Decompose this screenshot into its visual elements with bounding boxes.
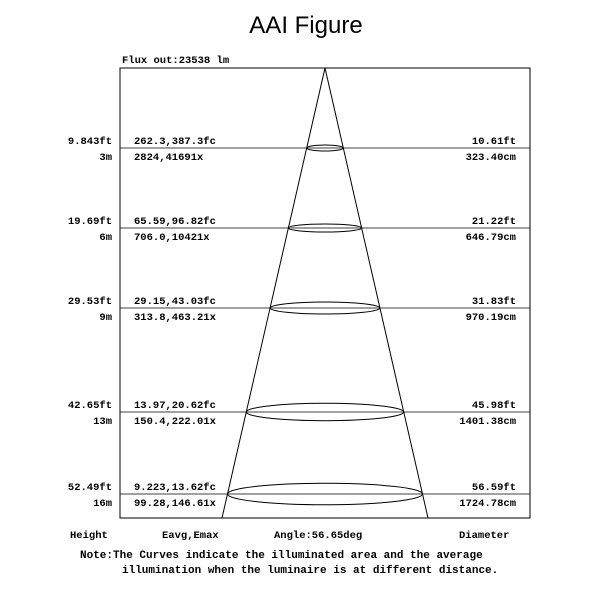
diameter-cm-label: 323.40cm — [465, 152, 516, 164]
diameter-ft-label: 56.59ft — [471, 482, 516, 494]
cone-left-edge — [222, 68, 325, 518]
illuminance-lx-label: 99.28,146.61x — [134, 498, 216, 510]
note-line-1: Note:The Curves indicate the illuminated area and the average — [80, 550, 483, 562]
illuminance-lx-label: 150.4,222.01x — [134, 416, 216, 428]
illuminance-lx-label: 706.0,10421x — [134, 232, 210, 244]
height-m-label: 13m — [93, 416, 112, 428]
height-m-label: 3m — [99, 152, 112, 164]
eavg-column-label: Eavg,Emax — [162, 530, 219, 542]
note-line-2: illumination when the luminaire is at different distance. — [122, 565, 499, 577]
illuminance-fc-label: 65.59,96.82fc — [134, 216, 216, 228]
height-ft-label: 42.65ft — [67, 400, 112, 412]
row-labels — [68, 136, 516, 510]
diameter-cm-label: 970.19cm — [465, 312, 516, 324]
diameter-ft-label: 45.98ft — [471, 400, 516, 412]
height-m-label: 9m — [99, 312, 112, 324]
figure-title: AAI Figure — [249, 12, 363, 39]
illuminance-fc-label: 262.3,387.3fc — [134, 136, 216, 148]
illuminance-fc-label: 13.97,20.62fc — [134, 400, 216, 412]
height-m-label: 16m — [93, 498, 112, 510]
diameter-cm-label: 1724.78cm — [459, 498, 516, 510]
diameter-column-label: Diameter — [459, 530, 510, 542]
cone-right-edge — [325, 68, 428, 518]
illuminance-lx-label: 313.8,463.21x — [134, 312, 216, 324]
height-ft-label: 19.69ft — [67, 216, 112, 228]
diameter-ft-label: 21.22ft — [471, 216, 516, 228]
diameter-ft-label: 31.83ft — [471, 296, 516, 308]
height-ft-label: 9.843ft — [67, 136, 112, 148]
illuminated-area-curves — [228, 145, 423, 505]
height-ft-label: 29.53ft — [67, 296, 112, 308]
illuminance-fc-label: 9.223,13.62fc — [134, 482, 216, 494]
diameter-cm-label: 1401.38cm — [459, 416, 516, 428]
diameter-cm-label: 646.79cm — [465, 232, 516, 244]
illuminance-fc-label: 29.15,43.03fc — [134, 296, 216, 308]
angle-label: Angle:56.65deg — [274, 530, 363, 542]
height-ft-label: 52.49ft — [67, 482, 112, 494]
flux-out-label: Flux out:23538 lm — [122, 55, 230, 67]
illuminance-lx-label: 2824,41691x — [134, 152, 204, 164]
height-column-label: Height — [70, 530, 108, 542]
height-m-label: 6m — [99, 232, 112, 244]
diameter-ft-label: 10.61ft — [471, 136, 516, 148]
